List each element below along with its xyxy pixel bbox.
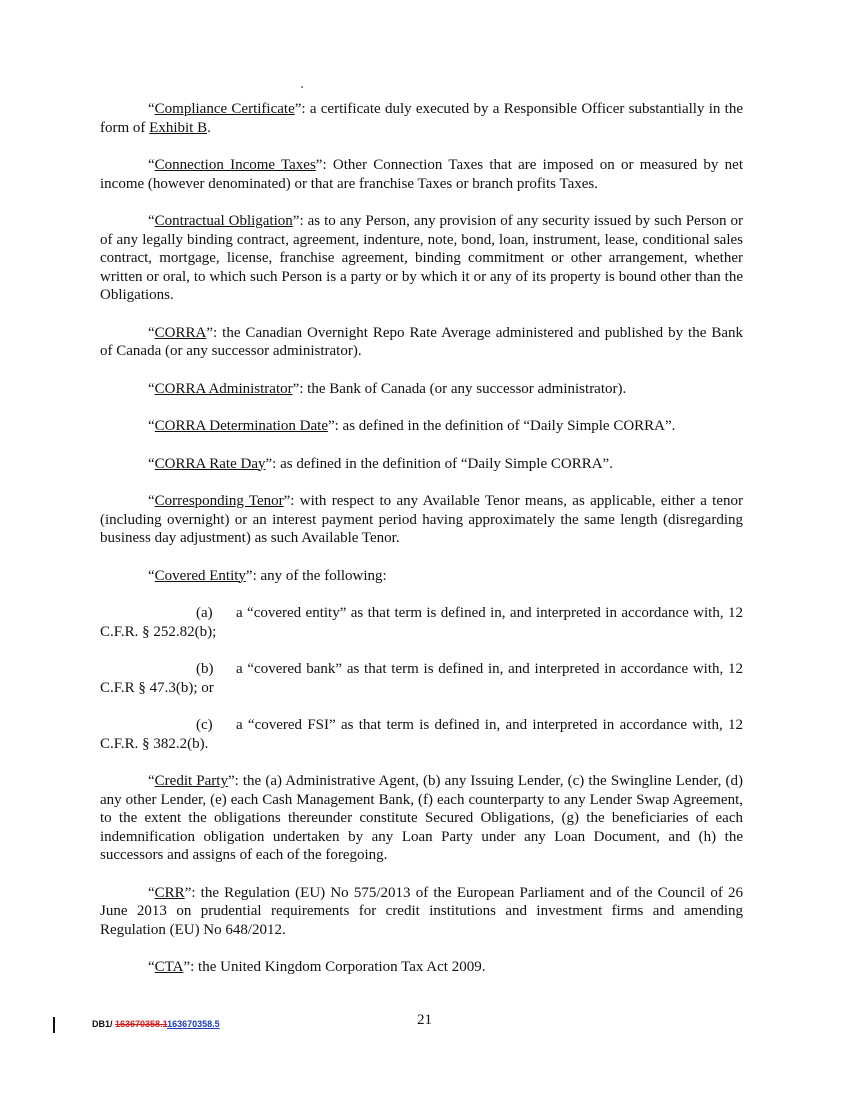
stray-mark xyxy=(301,86,303,88)
defined-term: CORRA xyxy=(154,324,207,341)
item-text: a “covered FSI” as that term is defined in, and interpreted in accordance with, 12 C.F.R. § 382.2(b). xyxy=(100,717,743,752)
defined-term: CTA xyxy=(154,959,184,975)
defined-term: CORRA Administrator xyxy=(154,380,293,397)
defined-term: Contractual Obligation xyxy=(154,213,293,229)
punctuation: . xyxy=(207,119,211,136)
definition-corra xyxy=(100,324,743,361)
definition-corra-determination-date xyxy=(100,417,743,436)
definition-cta xyxy=(100,958,743,977)
document-id-prefix: DB1/ xyxy=(92,1019,116,1029)
definition-corra-rate-day xyxy=(100,455,743,474)
definition-text: ”: any of the following: xyxy=(245,567,387,584)
defined-term: Covered Entity xyxy=(154,567,246,584)
defined-term: CORRA Determination Date xyxy=(154,418,328,434)
definition-text: ”: the (a) Administrative Agent, (b) any Issuing Lender, (c) the Swingline Lender, (d) any other Lender, (e) each Cash Management Bank, (f) each counterparty to any Lender Swap Agreement, to the extent the obligations thereunder constitute Secured Obligations, (g) the beneficiaries of each indemnification obligation undertaken by any Loan Party under any Loan Document, and (h) the successors and assigns of each of the foregoing. xyxy=(100,773,743,863)
inserted-document-id: 163670358.5 xyxy=(167,1019,220,1029)
quote: “ xyxy=(148,213,155,229)
item-text: a “covered bank” as that term is defined in, and interpreted in accordance with, 12 C.F.R § 47.3(b); or xyxy=(100,661,743,696)
quote: “ xyxy=(148,324,155,341)
definition-contractual-obligation xyxy=(100,212,743,305)
quote: “ xyxy=(148,101,155,117)
page-number: 21 xyxy=(417,1012,432,1028)
definition-text: ”: as to any Person, any provision of any security issued by such Person or of any legally binding contract, agreement, indenture, note, bond, loan, instrument, lease, conditional sales contract, mortgage, license, franchise agreement, binding commitment or other arrangement, whether written or oral, to which such Person is a party or by which it or any of its property is bound other than the Obligations. xyxy=(100,213,744,303)
item-label: (c) xyxy=(196,717,213,733)
exhibit-reference: Exhibit B xyxy=(149,119,208,136)
definition-text: ”: the Canadian Overnight Repo Rate Average administered and published by the Bank of Canada (or any successor administrator). xyxy=(100,324,743,359)
quote: “ xyxy=(148,418,155,434)
defined-term: CORRA Rate Day xyxy=(154,455,266,472)
definition-text: ”: with respect to any Available Tenor means, as applicable, either a tenor (including overnight) or an interest payment period having approximately the same length (disregarding business day adjustment) as such Available Tenor. xyxy=(100,493,744,546)
deleted-document-id: 163670358.1 xyxy=(115,1019,168,1029)
definition-crr xyxy=(100,884,743,940)
quote: “ xyxy=(148,380,155,397)
definition-credit-party xyxy=(100,772,743,865)
covered-entity-item-a xyxy=(100,604,743,641)
quote: “ xyxy=(148,455,155,472)
defined-term: CRR xyxy=(154,884,185,901)
definition-text: ”: the United Kingdom Corporation Tax Act 2009. xyxy=(183,959,486,975)
definition-text: ”: as defined in the definition of “Daily Simple CORRA”. xyxy=(265,455,613,472)
quote: “ xyxy=(148,157,155,173)
defined-term: Connection Income Taxes xyxy=(154,157,316,173)
quote: “ xyxy=(148,884,155,901)
quote: “ xyxy=(148,773,155,789)
definition-text: ”: the Bank of Canada (or any successor administrator). xyxy=(292,380,627,397)
quote: “ xyxy=(148,959,155,975)
defined-term: Compliance Certificate xyxy=(154,101,295,117)
defined-term: Corresponding Tenor xyxy=(154,493,284,509)
quote: “ xyxy=(148,493,155,509)
definition-text: ”: a certificate duly executed by a Responsible Officer substantially in the form of xyxy=(100,101,743,136)
item-text: a “covered entity” as that term is defined in, and interpreted in accordance with, 12 C.F.R. § 252.82(b); xyxy=(100,605,743,640)
document-body xyxy=(100,100,743,996)
covered-entity-item-b xyxy=(100,660,743,697)
covered-entity-item-c xyxy=(100,716,743,753)
definition-compliance-certificate xyxy=(100,100,743,137)
definition-text: ”: the Regulation (EU) No 575/2013 of the European Parliament and of the Council of 26 June 2013 on prudential requirements for credit institutions and investment firms and amending Regulation (EU) No 648/2012. xyxy=(100,884,743,938)
quote: “ xyxy=(148,567,155,584)
definition-text: ”: Other Connection Taxes that are imposed on or measured by net income (however denominated) or that are franchise Taxes or branch profits Taxes. xyxy=(100,157,743,192)
item-label: (a) xyxy=(196,605,213,621)
definition-covered-entity xyxy=(100,567,743,586)
definition-text: ”: as defined in the definition of “Daily Simple CORRA”. xyxy=(327,418,676,434)
item-label: (b) xyxy=(196,661,214,677)
definition-corra-administrator xyxy=(100,380,743,399)
definition-corresponding-tenor xyxy=(100,492,743,548)
definition-connection-income-taxes xyxy=(100,156,743,193)
defined-term: Credit Party xyxy=(154,773,228,789)
